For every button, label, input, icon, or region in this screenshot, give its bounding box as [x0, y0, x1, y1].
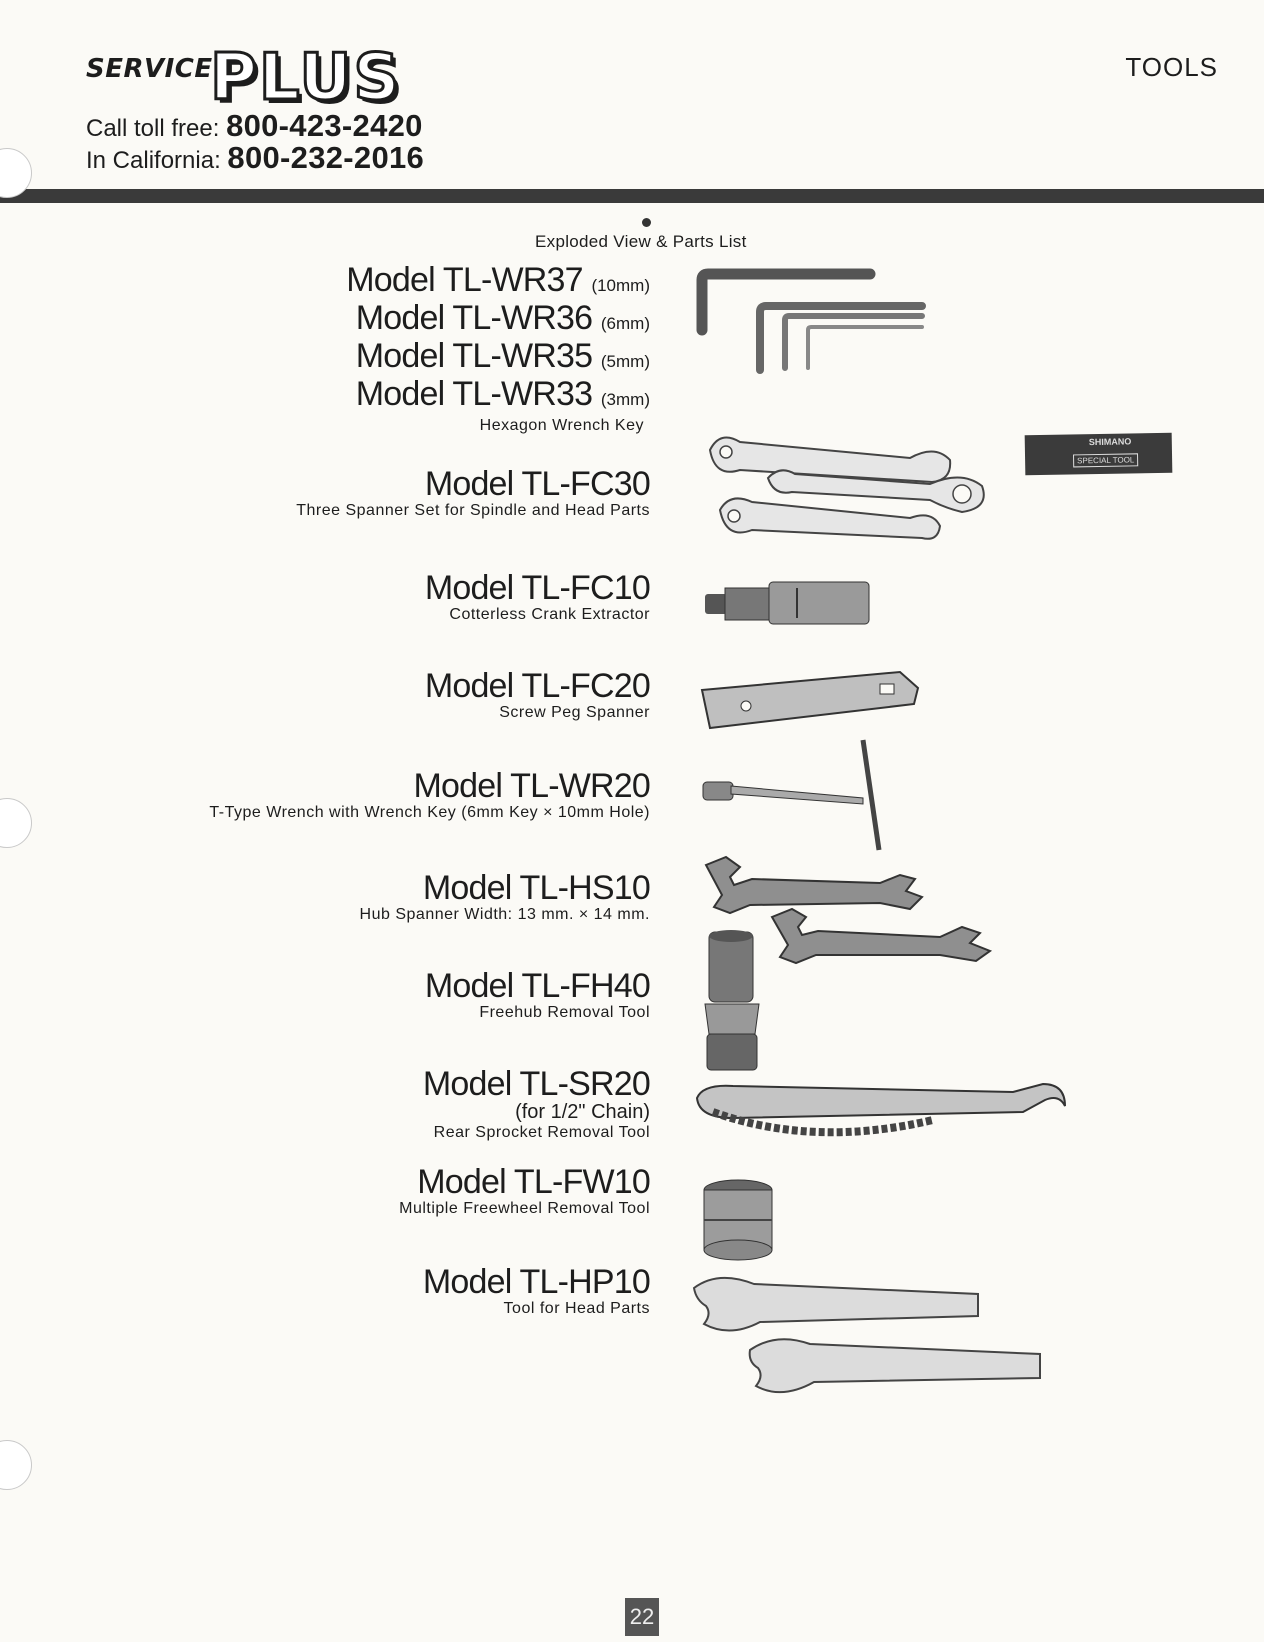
model-description: Hub Spanner Width: 13 mm. × 14 mm.: [359, 906, 650, 923]
model-title: Model TL-WR33 (3mm): [355, 375, 650, 413]
model-title: Model TL-SR20: [422, 1065, 650, 1103]
binder-hole: [0, 798, 32, 848]
tool-tl-sr20: [422, 1065, 650, 1142]
california-line: [86, 140, 424, 176]
tool-tl-fw10: [399, 1163, 650, 1218]
model-description: Multiple Freewheel Removal Tool: [399, 1200, 650, 1217]
model-description: Hexagon Wrench Key: [479, 417, 644, 434]
model-title: Model TL-FC10: [424, 569, 650, 607]
tollfree-label: Call toll free:: [86, 115, 220, 142]
tool-hex-keys: [346, 261, 650, 435]
freehub-removal-tool-image: [703, 932, 763, 1072]
intro-note: Exploded View & Parts List: [535, 232, 747, 251]
california-label: In California:: [86, 147, 221, 174]
model-title: Model TL-HS10: [422, 869, 650, 907]
sprocket-removal-tool-image: [693, 1078, 1073, 1143]
bullet-dot: [642, 218, 651, 227]
tollfree-line: [86, 108, 423, 144]
model-description: Rear Sprocket Removal Tool: [433, 1124, 650, 1141]
model-description: Screw Peg Spanner: [499, 704, 650, 721]
t-type-wrench-image: [703, 738, 883, 853]
hex-wrench-keys-image: [690, 270, 930, 380]
model-title: Model TL-FH40: [424, 967, 650, 1005]
tool-tl-fh40: [424, 967, 650, 1022]
model-title: Model TL-WR20: [413, 767, 650, 805]
head-parts-tools-image: [690, 1274, 1045, 1399]
model-description: Tool for Head Parts: [503, 1300, 650, 1317]
brand-service-text: SERVICE: [86, 54, 213, 84]
tool-tl-fc20: [424, 667, 650, 722]
model-description: Cotterless Crank Extractor: [449, 606, 650, 623]
model-title: Model TL-FC20: [424, 667, 650, 705]
tool-tl-fc30: [296, 465, 650, 520]
page-number: 22: [625, 1598, 659, 1636]
model-title: Model TL-FC30: [424, 465, 650, 503]
model-title: Model TL-WR37 (10mm): [346, 261, 650, 299]
screw-peg-spanner-image: [700, 670, 925, 740]
tool-tl-hp10: [422, 1263, 650, 1318]
model-title: Model TL-FW10: [417, 1163, 650, 1201]
three-spanner-set-image: [700, 430, 1020, 545]
tollfree-number: 800-423-2420: [226, 108, 423, 143]
model-title: Model TL-WR36 (6mm): [355, 299, 650, 337]
model-subtitle: (for 1/2" Chain): [515, 1101, 650, 1123]
tool-case-image: [1025, 433, 1173, 476]
model-description: T-Type Wrench with Wrench Key (6mm Key × 10mm Hole): [209, 804, 650, 821]
tool-tl-hs10: [359, 869, 650, 924]
tool-tl-wr20: [209, 767, 650, 822]
section-label: TOOLS: [1125, 52, 1218, 82]
california-number: 800-232-2016: [227, 140, 425, 175]
header-rule: [0, 189, 1264, 203]
brand-plus-logo: PLUS: [210, 41, 402, 115]
model-description: Freehub Removal Tool: [479, 1004, 650, 1021]
binder-hole: [0, 1440, 32, 1490]
model-title: Model TL-WR35 (5mm): [355, 337, 650, 375]
freewheel-removal-tool-image: [698, 1178, 783, 1263]
crank-extractor-image: [705, 578, 875, 628]
case-brand: SHIMANO: [1088, 436, 1132, 448]
model-title: Model TL-HP10: [422, 1263, 650, 1301]
model-description: Three Spanner Set for Spindle and Head Parts: [296, 502, 650, 519]
tool-tl-fc10: [424, 569, 650, 624]
case-tag: SPECIAL TOOL: [1073, 453, 1138, 467]
